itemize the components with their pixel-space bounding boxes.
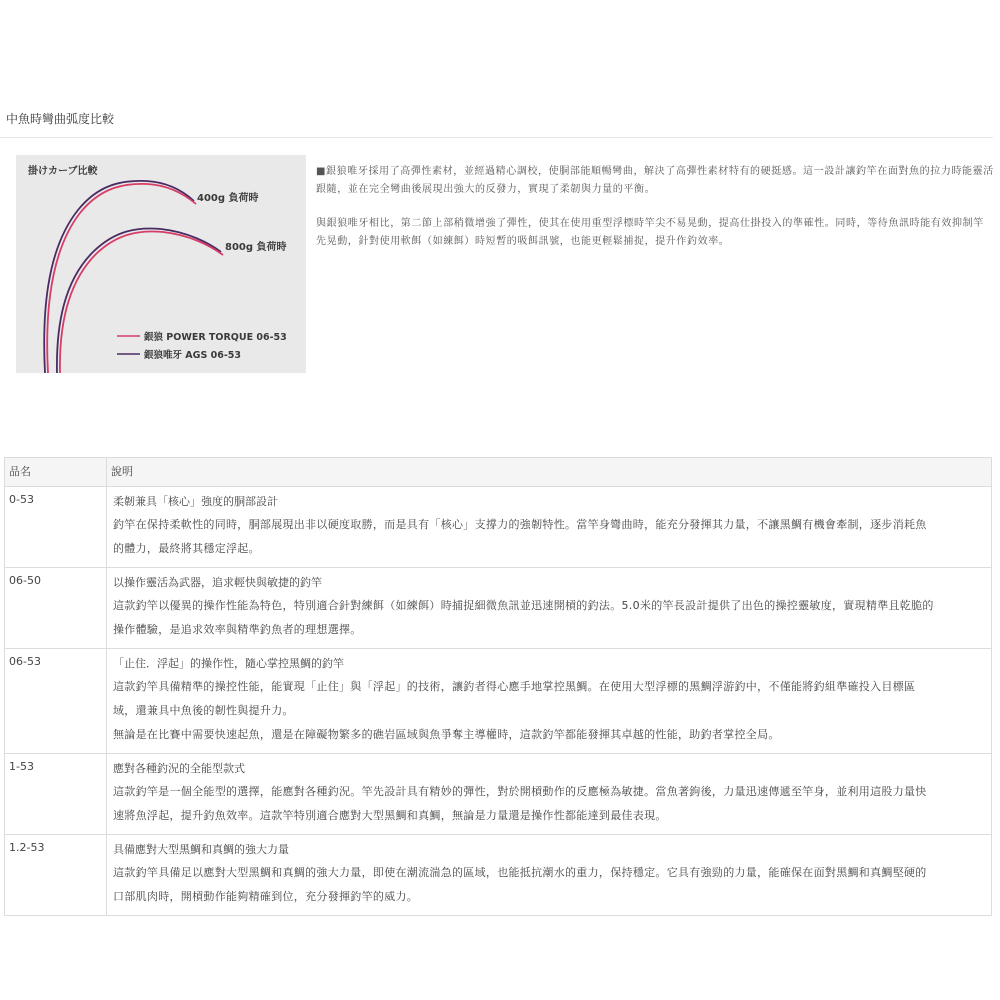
description-line: 這款釣竿以優異的操作性能為特色，特別適合針對練餌（如練餌）時捕捉細微魚訊並迅速開槓的釣法。5.0米的竿長設計提供了出色的操控靈敏度，實現精準且乾脆的 xyxy=(113,599,934,612)
description-line: 這款釣竿是一個全能型的選擇，能應對各種釣況。竿先設計具有精妙的彈性，對於開槓動作的反應極為敏捷。當魚著鉤後，力量迅速傳遞至竿身，並利用這股力量快 xyxy=(113,785,927,798)
header-name: 品名 xyxy=(5,458,107,487)
model-description-cell xyxy=(107,568,992,649)
description-line: 釣竿在保持柔軟性的同時，胴部展現出非以硬度取勝，而是具有「核心」支撐力的強韌特性。當竿身彎曲時，能充分發揮其力量，不讓黑鯛有機會牽制，逐步消耗魚 xyxy=(113,518,927,531)
load-400-label: 400g 負荷時 xyxy=(197,193,259,204)
curve-400-ags xyxy=(44,181,194,373)
table-row xyxy=(5,568,992,649)
table-row xyxy=(5,835,992,916)
model-name-cell: 1-53 xyxy=(5,754,107,835)
model-description-cell xyxy=(107,754,992,835)
model-description-cell xyxy=(107,649,992,754)
curve-comparison-figure xyxy=(16,155,306,373)
legend-label-ags: 銀狼唯牙 AGS 06-53 xyxy=(144,350,241,361)
section-title: 中魚時彎曲弧度比較 xyxy=(6,112,115,126)
description-line: 口部肌肉時，開槓動作能夠精確到位，充分發揮釣竿的威力。 xyxy=(113,890,419,903)
description-heading: 應對各種釣況的全能型款式 xyxy=(113,762,245,775)
description-paragraph-2: 與銀狼唯牙相比，第二節上部稍微增強了彈性，使其在使用重型浮標時竿尖不易晃動，提高仕掛投入的準確性。同時，等待魚訊時能有效抑制竿先晃動，針對使用軟餌（如練餌）時短暫的吸餌訊號，也能更輕鬆捕捉，提升作釣效率。 xyxy=(316,218,984,247)
description-line: 無論是在比賽中需要快速起魚，還是在障礙物繁多的礁岩區域與魚爭奪主導權時，這款釣竿都能發揮其卓越的性能，助釣者掌控全局。 xyxy=(113,728,780,741)
curve-400-power-torque xyxy=(47,184,196,373)
description-heading: 以操作靈活為武器，追求輕快與敏捷的釣竿 xyxy=(113,576,322,589)
description-line: 這款釣竿具備足以應對大型黑鯛和真鯛的強大力量，即使在潮流湍急的區域，也能抵抗潮水的重力，保持穩定。它具有強勁的力量，能確保在面對黑鯛和真鯛堅硬的 xyxy=(113,866,927,879)
model-description-cell xyxy=(107,835,992,916)
load-800-label: 800g 負荷時 xyxy=(225,242,287,253)
description-line: 操作體驗，是追求效率與精準釣魚者的理想選擇。 xyxy=(113,623,362,636)
description-heading: 柔韌兼具「核心」強度的胴部設計 xyxy=(113,495,278,508)
table-body xyxy=(5,487,992,916)
description-paragraph-1: ■銀狼唯牙採用了高彈性素材，並經過精心調校，使胴部能順暢彎曲，解決了高彈性素材特有的硬挺感。這一設計讓釣竿在面對魚的拉力時能靈活跟隨，並在完全彎曲後展現出強大的反發力，實現了柔韌與力量的平衡。 xyxy=(316,166,994,195)
model-description-cell xyxy=(107,487,992,568)
description-line: 這款釣竿具備精準的操控性能，能實現「止住」與「浮起」的技術，讓釣者得心應手地掌控黑鯛。在使用大型浮標的黑鯛浮游釣中，不僅能將釣組準確投入目標區 xyxy=(113,680,916,693)
description-heading: 具備應對大型黑鯛和真鯛的強大力量 xyxy=(113,843,289,856)
description-heading: 「止住．浮起」的操作性，隨心掌控黑鯛的釣竿 xyxy=(113,657,344,670)
model-name-cell: 06-53 xyxy=(5,649,107,754)
table-row xyxy=(5,754,992,835)
description-line: 速將魚浮起，提升釣魚效率。這款竿特別適合應對大型黑鯛和真鯛，無論是力量還是操作性都能達到最佳表現。 xyxy=(113,809,667,822)
spec-table xyxy=(4,457,992,916)
header-description: 說明 xyxy=(107,458,992,487)
description-line: 的體力，最終將其穩定浮起。 xyxy=(113,542,260,555)
table-header-row xyxy=(5,458,992,487)
section-divider xyxy=(0,137,993,138)
legend-label-power-torque: 銀狼 POWER TORQUE 06-53 xyxy=(144,332,287,343)
model-name-cell: 0-53 xyxy=(5,487,107,568)
model-name-cell: 06-50 xyxy=(5,568,107,649)
description-line: 域，還兼具中魚後的韌性與提升力。 xyxy=(113,704,294,717)
figure-title: 掛けカーブ比較 xyxy=(28,166,98,177)
model-name-cell: 1.2-53 xyxy=(5,835,107,916)
table-row xyxy=(5,649,992,754)
table-row xyxy=(5,487,992,568)
